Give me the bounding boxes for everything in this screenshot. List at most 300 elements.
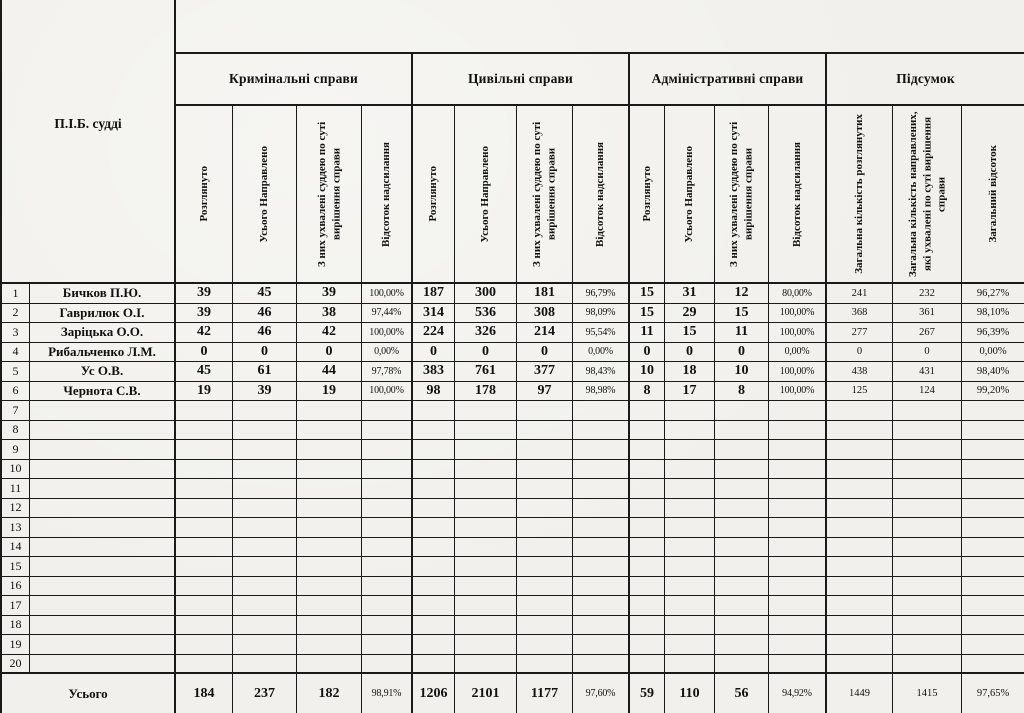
col-header-admin-decided-on-merits [715,106,769,284]
value-cell: 100,00% [362,323,413,343]
row-number-cell: 8 [2,421,30,441]
value-cell [455,421,517,441]
value-cell [769,635,827,655]
value-cell [297,479,362,499]
value-cell [665,401,715,421]
vertical-label: Розглянуто [640,166,653,222]
value-cell [455,499,517,519]
row-number-cell: 6 [2,382,30,402]
footer-value-cell: 1206 [413,674,455,713]
value-cell [233,577,297,597]
value-cell [517,557,573,577]
value-cell: 224 [413,323,455,343]
value-cell [827,401,893,421]
value-cell: 0 [630,343,665,363]
col-header-admin-sent-total [665,106,715,284]
value-cell [297,421,362,441]
judge-name-cell [30,616,176,636]
value-cell: 383 [413,362,455,382]
value-cell: 300 [455,284,517,304]
value-cell [455,440,517,460]
value-cell: 0 [297,343,362,363]
value-cell [176,518,233,538]
value-cell [233,557,297,577]
footer-value-cell: 110 [665,674,715,713]
value-cell [413,577,455,597]
value-cell [893,616,962,636]
vertical-label: Відсоток надсилання [790,141,803,247]
value-cell: 314 [413,304,455,324]
value-cell: 761 [455,362,517,382]
row-number-cell: 20 [2,655,30,675]
value-cell [827,538,893,558]
value-cell [297,635,362,655]
value-cell [176,460,233,480]
value-cell: 0 [176,343,233,363]
value-cell: 277 [827,323,893,343]
value-cell [455,635,517,655]
value-cell [827,635,893,655]
value-cell: 214 [517,323,573,343]
judge-name-cell [30,460,176,480]
value-cell [297,577,362,597]
value-cell [715,421,769,441]
value-cell [630,518,665,538]
value-cell [455,616,517,636]
value-cell: 0 [233,343,297,363]
value-cell [573,557,630,577]
value-cell: 536 [455,304,517,324]
value-cell [176,616,233,636]
value-cell: 10 [630,362,665,382]
value-cell [413,440,455,460]
row-number-cell: 2 [2,304,30,324]
value-cell: 8 [715,382,769,402]
value-cell [630,616,665,636]
value-cell: 0,00% [362,343,413,363]
value-cell [455,538,517,558]
value-cell [715,596,769,616]
value-cell: 100,00% [362,382,413,402]
value-cell [715,479,769,499]
value-cell: 29 [665,304,715,324]
value-cell [630,557,665,577]
value-cell: 96,79% [573,284,630,304]
value-cell [827,479,893,499]
value-cell [573,538,630,558]
value-cell [233,421,297,441]
judge-name-cell: Бичков П.Ю. [30,284,176,304]
value-cell: 0 [517,343,573,363]
value-cell [769,421,827,441]
footer-value-cell: 182 [297,674,362,713]
value-cell [233,538,297,558]
value-cell [715,635,769,655]
value-cell: 46 [233,304,297,324]
value-cell [517,421,573,441]
row-number-cell: 12 [2,499,30,519]
value-cell [715,577,769,597]
value-cell: 0 [893,343,962,363]
footer-value-cell: 1415 [893,674,962,713]
footer-value-cell: 56 [715,674,769,713]
value-cell [893,421,962,441]
value-cell [176,577,233,597]
value-cell [715,655,769,675]
value-cell [413,655,455,675]
value-cell: 98,10% [962,304,1024,324]
value-cell [962,596,1024,616]
value-cell [362,440,413,460]
value-cell [176,655,233,675]
value-cell: 124 [893,382,962,402]
value-cell: 438 [827,362,893,382]
value-cell [769,499,827,519]
group-header-criminal-cases: Кримінальні справи [176,52,413,106]
value-cell: 11 [630,323,665,343]
value-cell [827,518,893,538]
col-header-civil-sending-percent [573,106,630,284]
value-cell [665,655,715,675]
value-cell [893,499,962,519]
value-cell [362,421,413,441]
value-cell: 97,44% [362,304,413,324]
value-cell [362,479,413,499]
value-cell [297,440,362,460]
value-cell [176,401,233,421]
value-cell [413,635,455,655]
value-cell: 0 [715,343,769,363]
value-cell [517,479,573,499]
value-cell [715,460,769,480]
value-cell [630,421,665,441]
value-cell [176,538,233,558]
value-cell [630,655,665,675]
footer-value-cell: 94,92% [769,674,827,713]
value-cell: 39 [233,382,297,402]
value-cell: 17 [665,382,715,402]
value-cell: 100,00% [362,284,413,304]
value-cell [362,577,413,597]
value-cell [893,460,962,480]
col-header-criminal-sent-total [233,106,297,284]
vertical-label: Розглянуто [427,166,440,222]
value-cell [630,479,665,499]
value-cell [455,596,517,616]
judge-name-cell: Заріцька О.О. [30,323,176,343]
value-cell [413,499,455,519]
value-cell [413,538,455,558]
vertical-label: Усього Направлено [479,145,492,243]
value-cell [827,557,893,577]
value-cell [630,440,665,460]
judge-name-cell [30,538,176,558]
value-cell: 377 [517,362,573,382]
value-cell [233,479,297,499]
value-cell [362,616,413,636]
value-cell: 19 [176,382,233,402]
value-cell [715,440,769,460]
value-cell [715,499,769,519]
value-cell [573,479,630,499]
value-cell [962,421,1024,441]
value-cell: 308 [517,304,573,324]
value-cell [517,616,573,636]
value-cell [297,499,362,519]
col-header-criminal-sending-percent [362,106,413,284]
judge-name-cell [30,440,176,460]
value-cell [893,440,962,460]
value-cell [769,440,827,460]
col-header-admin-sending-percent [769,106,827,284]
row-number-cell: 15 [2,557,30,577]
judge-name-cell [30,421,176,441]
value-cell: 0 [455,343,517,363]
value-cell: 361 [893,304,962,324]
value-cell: 96,39% [962,323,1024,343]
value-cell [413,479,455,499]
judge-name-cell: Ус О.В. [30,362,176,382]
value-cell [827,655,893,675]
value-cell: 0 [413,343,455,363]
vertical-label: З них ухвалені суддею по суті вирішення справи [315,121,342,267]
value-cell [573,401,630,421]
footer-value-cell: 98,91% [362,674,413,713]
value-cell [893,401,962,421]
value-cell [665,577,715,597]
value-cell: 46 [233,323,297,343]
judge-name-cell: Рибальченко Л.М. [30,343,176,363]
value-cell [517,635,573,655]
vertical-label: Загальна кількість розглянутих [853,114,866,274]
judge-name-cell [30,635,176,655]
row-number-cell: 14 [2,538,30,558]
value-cell [362,596,413,616]
value-cell [517,538,573,558]
row-number-cell: 19 [2,635,30,655]
value-cell [297,616,362,636]
value-cell [827,440,893,460]
value-cell [893,577,962,597]
value-cell [413,596,455,616]
value-cell [827,577,893,597]
value-cell [573,655,630,675]
value-cell [665,479,715,499]
value-cell [665,538,715,558]
footer-value-cell: 97,60% [573,674,630,713]
value-cell: 80,00% [769,284,827,304]
value-cell [517,440,573,460]
value-cell: 39 [297,284,362,304]
judge-name-cell: Чернота С.В. [30,382,176,402]
value-cell [233,596,297,616]
row-number-cell: 17 [2,596,30,616]
value-cell [962,499,1024,519]
value-cell: 0 [827,343,893,363]
value-cell [573,421,630,441]
footer-value-cell: 1177 [517,674,573,713]
value-cell: 98,43% [573,362,630,382]
value-cell [827,421,893,441]
value-cell [297,596,362,616]
judge-name-cell: Гаврилюк О.І. [30,304,176,324]
value-cell [715,538,769,558]
value-cell [630,577,665,597]
value-cell [297,460,362,480]
value-cell [297,538,362,558]
value-cell [827,616,893,636]
value-cell [233,635,297,655]
value-cell: 10 [715,362,769,382]
value-cell [297,655,362,675]
value-cell [362,460,413,480]
value-cell: 232 [893,284,962,304]
col-header-criminal-reviewed [176,106,233,284]
value-cell [715,518,769,538]
value-cell: 98,98% [573,382,630,402]
value-cell [962,635,1024,655]
value-cell [413,518,455,538]
value-cell: 100,00% [769,304,827,324]
value-cell: 0 [665,343,715,363]
vertical-label: Загальна кількість направлених, які ухвалені по суті вирішення справи [906,111,948,277]
value-cell [665,421,715,441]
value-cell [297,557,362,577]
judge-name-cell [30,401,176,421]
value-cell: 431 [893,362,962,382]
top-blank-strip [176,0,1024,52]
value-cell [455,557,517,577]
value-cell [893,479,962,499]
value-cell [362,401,413,421]
value-cell [630,538,665,558]
value-cell [962,479,1024,499]
value-cell [962,616,1024,636]
value-cell [630,635,665,655]
value-cell: 326 [455,323,517,343]
value-cell [665,518,715,538]
value-cell: 15 [630,284,665,304]
value-cell: 42 [297,323,362,343]
value-cell [362,518,413,538]
judge-name-cell [30,499,176,519]
judge-name-cell [30,518,176,538]
vertical-label: Відсоток надсилання [594,141,607,247]
value-cell [176,635,233,655]
value-cell [769,577,827,597]
vertical-label: З них ухвалені суддею по суті вирішення справи [531,121,558,267]
value-cell [962,655,1024,675]
value-cell [362,655,413,675]
value-cell [665,440,715,460]
value-cell: 97,78% [362,362,413,382]
value-cell [893,538,962,558]
value-cell [630,499,665,519]
value-cell: 61 [233,362,297,382]
value-cell [362,538,413,558]
row-number-cell: 4 [2,343,30,363]
value-cell: 11 [715,323,769,343]
value-cell: 267 [893,323,962,343]
value-cell: 0,00% [573,343,630,363]
vertical-label: Усього Направлено [683,145,696,243]
value-cell: 98,40% [962,362,1024,382]
row-number-cell: 11 [2,479,30,499]
value-cell: 45 [176,362,233,382]
value-cell [517,499,573,519]
group-header-administrative-cases: Адміністративні справи [630,52,827,106]
value-cell [176,557,233,577]
value-cell [715,616,769,636]
value-cell: 45 [233,284,297,304]
value-cell: 42 [176,323,233,343]
value-cell [769,616,827,636]
value-cell [827,596,893,616]
value-cell [455,460,517,480]
group-header-civil-cases: Цивільні справи [413,52,630,106]
judge-name-cell [30,655,176,675]
value-cell [962,460,1024,480]
value-cell [176,596,233,616]
value-cell [665,460,715,480]
value-cell [233,401,297,421]
value-cell [769,401,827,421]
footer-value-cell: 237 [233,674,297,713]
value-cell [176,499,233,519]
vertical-label: Відсоток надсилання [380,141,393,247]
value-cell [517,460,573,480]
col-header-total-percent [962,106,1024,284]
value-cell [573,577,630,597]
value-cell [630,401,665,421]
vertical-label: Загальний відсоток [986,145,999,243]
row-number-cell: 18 [2,616,30,636]
value-cell [176,479,233,499]
value-cell: 39 [176,304,233,324]
value-cell [665,499,715,519]
value-cell [573,460,630,480]
row-number-cell: 13 [2,518,30,538]
value-cell [233,440,297,460]
value-cell [665,557,715,577]
value-cell: 181 [517,284,573,304]
row-number-cell: 16 [2,577,30,597]
group-header-summary: Підсумок [827,52,1024,106]
value-cell [715,401,769,421]
value-cell [769,479,827,499]
value-cell [297,401,362,421]
value-cell: 95,54% [573,323,630,343]
value-cell [455,401,517,421]
value-cell: 99,20% [962,382,1024,402]
value-cell [573,518,630,538]
value-cell [962,401,1024,421]
value-cell [413,421,455,441]
value-cell [517,518,573,538]
value-cell [233,460,297,480]
value-cell [769,538,827,558]
value-cell [413,616,455,636]
value-cell: 8 [630,382,665,402]
footer-value-cell: 184 [176,674,233,713]
value-cell [827,499,893,519]
col-header-criminal-decided-on-merits [297,106,362,284]
value-cell [362,635,413,655]
value-cell [413,460,455,480]
value-cell: 100,00% [769,362,827,382]
value-cell [827,460,893,480]
value-cell: 96,27% [962,284,1024,304]
